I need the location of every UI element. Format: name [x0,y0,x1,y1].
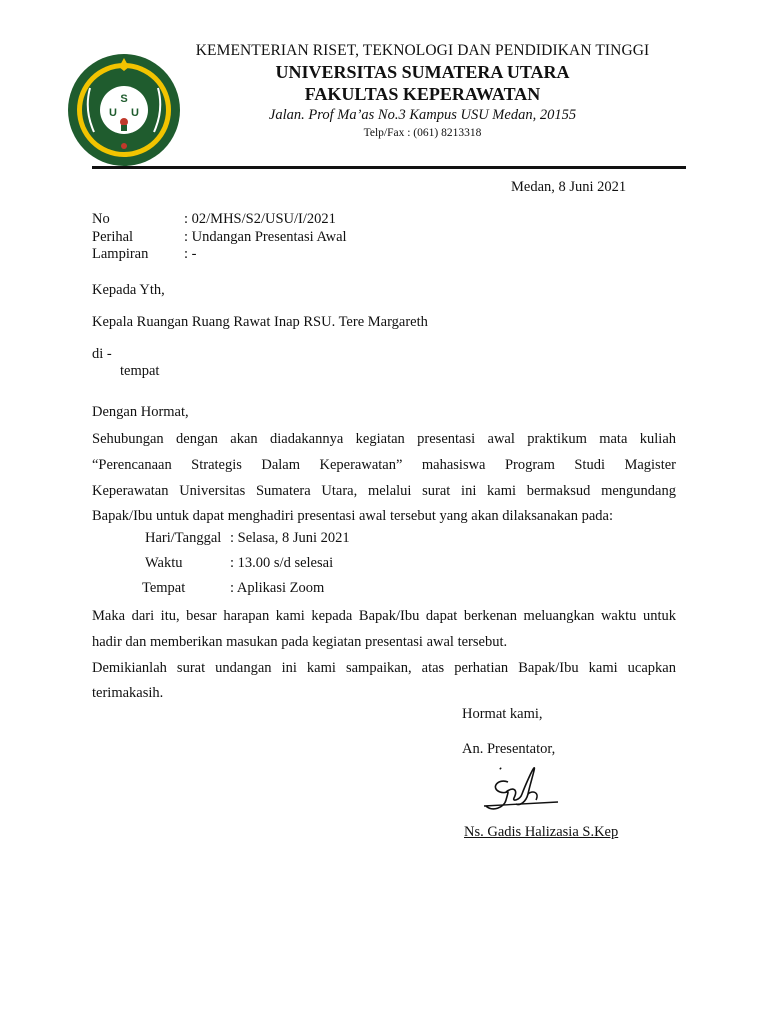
recipient-greeting: Kepada Yth, [92,282,165,298]
faculty-name: FAKULTAS KEPERAWATAN [304,84,541,104]
phone-fax: Telp/Fax : (061) 8213318 [363,127,482,139]
closing: Hormat kami, [462,706,543,722]
signer-role: An. Presentator, [462,741,556,757]
detail-label-date: Hari/Tanggal [145,530,222,546]
meta-label-no: No [92,211,110,227]
detail-value-date: : Selasa, 8 Juni 2021 [230,530,350,546]
paragraph-1-line-2: “Perencanaan Strategis Dalam Keperawatan” mahasiswa Program Studi Magister [92,457,676,473]
handwritten-signature [470,760,570,822]
address: Jalan. Prof Ma’as No.3 Kampus USU Medan, 20155 [268,107,577,123]
meta-label-lampiran: Lampiran [92,246,149,262]
paragraph-1-line-1: Sehubungan dengan akan diadakannya kegiatan presentasi awal praktikum mata kuliah [92,431,676,447]
meta-label-perihal: Perihal [92,229,134,245]
svg-text:S: S [120,93,128,105]
paragraph-3-line-2: terimakasih. [92,685,164,701]
paragraph-1-line-4: Bapak/Ibu untuk dapat menghadiri presentasi awal tersebut yang akan dilaksanakan pada: [92,508,614,524]
salutation: Dengan Hormat, [92,404,189,420]
meta-value-lampiran: : - [184,246,197,262]
detail-value-place: : Aplikasi Zoom [230,580,325,596]
paragraph-3-line-1: Demikianlah surat undangan ini kami sampaikan, atas perhatian Bapak/Ibu kami ucapkan [92,660,676,676]
detail-value-time: : 13.00 s/d selesai [230,555,334,571]
letterhead-divider [92,166,686,169]
detail-label-time: Waktu [145,555,183,571]
meta-value-perihal: : Undangan Presentasi Awal [184,229,347,245]
signer-name: Ns. Gadis Halizasia S.Kep [464,824,619,840]
paragraph-2-line-1: Maka dari itu, besar harapan kami kepada Bapak/Ibu dapat berkenan meluangkan waktu untuk [92,608,676,624]
paragraph-1-line-3: Keperawatan Universitas Sumatera Utara, melalui surat ini kami bermaksud mengundang [92,483,676,499]
paragraph-2-line-2: hadir dan memberikan masukan pada kegiatan presentasi awal tersebut. [92,634,508,650]
ministry-name: KEMENTERIAN RISET, TEKNOLOGI DAN PENDIDIKAN TINGGI [195,42,650,59]
date-line: Medan, 8 Juni 2021 [511,179,627,195]
recipient-name: Kepala Ruangan Ruang Rawat Inap RSU. Tere Margareth [92,314,428,330]
detail-label-place: Tempat [142,580,186,596]
signature-icon [470,760,570,822]
recipient-place-1: di - [92,346,112,362]
recipient-place-2: tempat [120,363,160,379]
svg-text:U: U [131,107,139,119]
university-name: UNIVERSITAS SUMATERA UTARA [275,62,570,82]
svg-text:U: U [109,107,117,119]
meta-value-no: : 02/MHS/S2/USU/I/2021 [184,211,336,227]
